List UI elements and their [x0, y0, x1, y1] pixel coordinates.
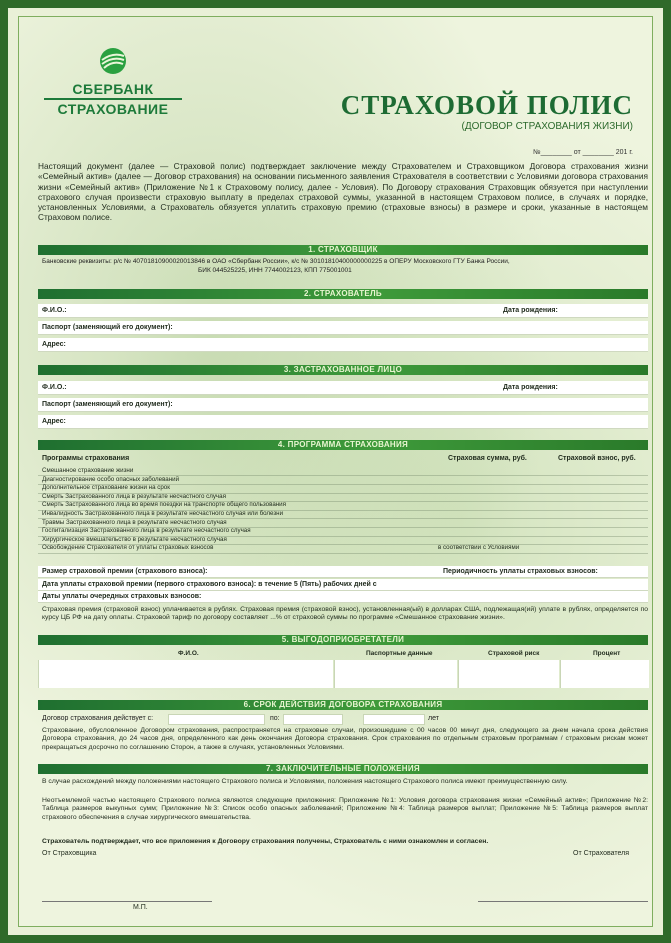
- insurer-requisites-1: Банковские реквизиты: р/с № 40701810900020013846 в ОАО «Сбербанк России», к/с № 30101810400000000225 в ОПЕРУ Московского ГТУ Банка России,: [42, 258, 510, 265]
- term-end-label: по:: [270, 715, 280, 722]
- program-row-name: Освобождение Страхователя от уплаты страховых взносов: [42, 544, 214, 552]
- insured-passport-row[interactable]: [38, 398, 648, 412]
- term-description: Страхование, обусловленное Договором страхования, распространяется на страховые случаи, произошедшие с 00 часов 00 минут дня, следующего за днем начала срока действия Договора страхования, до 24 часов дня, определенного как день окончания Договора страхования. Срок страхования по отдельным страховым программам / страховым рискам может прекращаться досрочно по соглашению Сторон, а также в случаях, установленных Условиями.: [42, 727, 648, 751]
- insured-passport-label: Паспорт (заменяющий его документ):: [42, 401, 173, 408]
- premium-size-label: Размер страховой премии (страхового взноса):: [42, 568, 208, 575]
- first-payment-row[interactable]: [38, 579, 648, 591]
- policyholder-address-label: Адрес:: [42, 341, 66, 348]
- program-row-sum: в соответствии с Условиями: [438, 544, 520, 552]
- beneficiary-col-passport: Паспортные данные: [366, 650, 433, 657]
- policyholder-passport-label: Паспорт (заменяющий его документ):: [42, 324, 173, 331]
- intro-paragraph: Настоящий документ (далее — Страховой полис) подтверждает заключение между Страхователем и Страховщиком Договора страхования жизни «Семейный актив» (далее — Договор страхования) на основании письменного заявления Страхователя в соответствии с Условиями договора страхования жизни «Семейный актив» (Приложение №1 к Страховому полису, далее - Условия). По Договору страхования Страховщик обязуется при наступлении страхового случая произвести страховую выплату в пределах страховой суммы, указанной в настоящем Страховом полисе, в случаях и порядке, установленных Условиями, а Страхователь обязуется уплатить страховую премию (страховые взносы) в размере и сроки, указанные в настоящем Страховом полисе.: [38, 161, 648, 223]
- beneficiary-col-risk: Страховой риск: [488, 650, 540, 657]
- final-paragraph-2: Неотъемлемой частью настоящего Страхового полиса являются следующие приложения: Приложение №1: Условия договора страхования жизни «Семейный актив»; Приложение №2: Таблица размеров выкупных сумм; Приложение №3: Список особо опасных заболеваний; Приложение №4: Таблица размеров выплат; Приложение №5: Таблица размеров выплат страхового обеспечения в случае хирургического вмешательства.: [42, 797, 648, 821]
- section-header-program: 4. ПРОГРАММА СТРАХОВАНИЯ: [38, 440, 648, 450]
- program-row: [38, 544, 648, 553]
- term-start-field[interactable]: [168, 714, 265, 725]
- payment-period-label: Периодичность уплаты страховых взносов:: [443, 568, 598, 575]
- beneficiaries-table: [38, 648, 648, 688]
- next-payment-label: Даты уплаты очередных страховых взносов:: [42, 593, 202, 600]
- policyholder-passport-row[interactable]: [38, 321, 648, 335]
- from-policyholder-label: От Страхователя: [573, 850, 629, 857]
- program-row-name: Дополнительное страхование жизни на срок: [42, 484, 170, 492]
- section-header-term: 6. СРОК ДЕЙСТВИЯ ДОГОВОРА СТРАХОВАНИЯ: [38, 700, 648, 710]
- program-row-name: Инвалидность Застрахованного лица в результате несчастного случая или болезни: [42, 510, 284, 517]
- section-header-beneficiaries: 5. ВЫГОДОПРИОБРЕТАТЕЛИ: [38, 635, 648, 645]
- program-row-name: Хирургическое вмешательство в результате несчастного случая: [42, 535, 227, 543]
- program-row-name: Смерть Застрахованного лица во время поездки на транспорте общего пользования: [42, 501, 286, 509]
- program-row-name: Смешанное страхование жизни: [42, 467, 134, 474]
- program-col-premium: Страховой взнос, руб.: [558, 455, 636, 462]
- next-payment-row[interactable]: [38, 591, 648, 603]
- program-table-header: [38, 453, 648, 465]
- policyholder-address-row[interactable]: [38, 338, 648, 352]
- policyholder-signature-line[interactable]: [478, 901, 648, 902]
- beneficiary-col-fio: Ф.И.О.: [178, 650, 199, 657]
- first-payment-label: Дата уплаты страховой премии (первого страхового взноса): в течение 5 (Пять) рабочих дней с: [42, 581, 377, 588]
- program-col-sum: Страховая сумма, руб.: [448, 455, 527, 462]
- title-block: [341, 90, 633, 132]
- sberbank-logo: [38, 46, 188, 117]
- final-paragraph-1: В случае расхождений между положениями настоящего Страхового полиса и Условиями, положения настоящего Страхового полиса имеют преимущественную силу.: [42, 778, 568, 785]
- term-years-label: лет: [428, 715, 439, 722]
- premium-size-row[interactable]: [38, 566, 648, 578]
- logo-line-1: СБЕРБАНК: [72, 81, 154, 97]
- program-col-name: Программы страхования: [42, 455, 130, 462]
- insured-address-label: Адрес:: [42, 418, 66, 425]
- logo-divider: [44, 98, 182, 100]
- beneficiary-fio-cell[interactable]: [38, 660, 333, 688]
- term-years-field[interactable]: [363, 714, 425, 725]
- term-start-label: Договор страхования действует с:: [42, 715, 154, 722]
- program-row-name: Смерть Застрахованного лица в результате несчастного случая: [42, 492, 226, 500]
- stamp-label: М.П.: [133, 904, 148, 911]
- beneficiary-passport-cell[interactable]: [334, 660, 457, 688]
- program-row-name: Диагностирование особо опасных заболеваний: [42, 475, 180, 483]
- beneficiary-col-percent: Процент: [593, 650, 621, 657]
- section-header-policyholder: 2. СТРАХОВАТЕЛЬ: [38, 289, 648, 299]
- insured-address-row[interactable]: [38, 415, 648, 429]
- program-row-name: Госпитализация Застрахованного лица в результате несчастного случая: [42, 527, 251, 535]
- policy-number-line: №________ от ________ 201 г.: [533, 149, 633, 156]
- insurer-signature-line[interactable]: [42, 901, 212, 902]
- sberbank-leaf-icon: [96, 46, 130, 76]
- page-title: СТРАХОВОЙ ПОЛИС: [340, 90, 633, 120]
- term-end-field[interactable]: [283, 714, 343, 725]
- policyholder-fio-label: Ф.И.О.:: [42, 307, 67, 314]
- policyholder-fio-row[interactable]: [38, 304, 648, 318]
- beneficiary-risk-cell[interactable]: [458, 660, 559, 688]
- insured-dob-label: Дата рождения:: [503, 384, 558, 391]
- final-paragraph-3: Страхователь подтверждает, что все приложения к Договору страхования получены, Страхователь с ними ознакомлен и согласен.: [42, 838, 489, 845]
- policyholder-dob-label: Дата рождения:: [503, 307, 558, 314]
- insured-fio-label: Ф.И.О.:: [42, 384, 67, 391]
- program-row-name: Травмы Застрахованного лица в результате несчастного случая: [42, 518, 227, 526]
- insured-fio-row[interactable]: [38, 381, 648, 395]
- section-header-insurer: 1. СТРАХОВЩИК: [38, 245, 648, 255]
- page-subtitle: (ДОГОВОР СТРАХОВАНИЯ ЖИЗНИ): [461, 121, 633, 132]
- logo-line-2: СТРАХОВАНИЕ: [57, 101, 169, 117]
- section-header-final: 7. ЗАКЛЮЧИТЕЛЬНЫЕ ПОЛОЖЕНИЯ: [38, 764, 648, 774]
- section-header-insured: 3. ЗАСТРАХОВАННОЕ ЛИЦО: [38, 365, 648, 375]
- beneficiary-percent-cell[interactable]: [560, 660, 649, 688]
- insurer-requisites-2: БИК 044525225, ИНН 7744002123, КПП 775001001: [198, 267, 352, 274]
- from-insurer-label: От Страховщика: [42, 850, 97, 857]
- premium-note: Страховая премия (страховой взнос) уплачивается в рублях. Страховая премия (страховой взнос), установленная(ый) в долларах США, подлежащая(ий) уплате в рублях, определяется по курсу ЦБ РФ на дату оплаты. Страховой тариф по договору составляет ...% от страховой суммы по программе «Смешанное страхование жизни».: [42, 606, 648, 622]
